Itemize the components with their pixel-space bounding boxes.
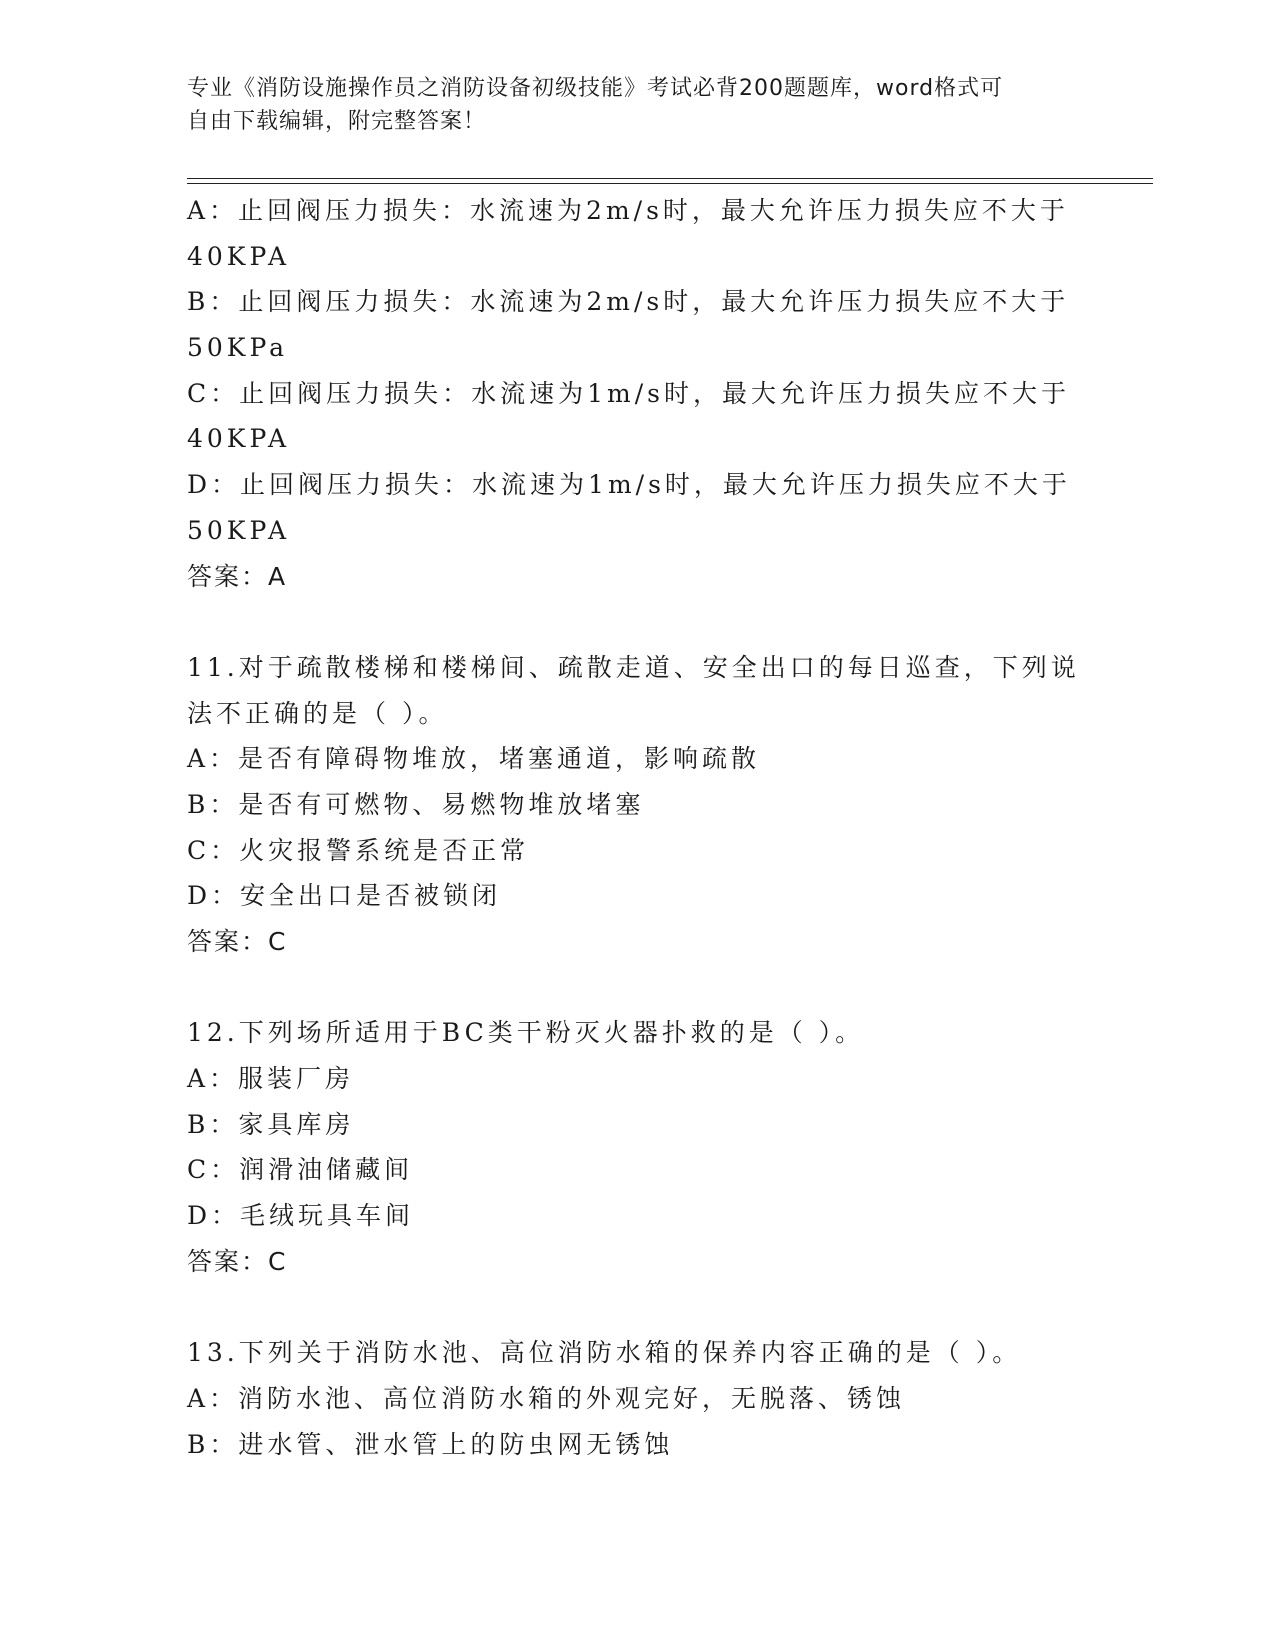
option-c-line-1: C：止回阀压力损失：水流速为1m/s时，最大允许压力损失应不大于 [187,378,1070,408]
option-d-line-1: D：止回阀压力损失：水流速为1m/s时，最大允许压力损失应不大于 [187,470,1071,500]
option-d: D：安全出口是否被锁闭 [187,881,502,911]
option-c: C：火灾报警系统是否正常 [187,835,530,865]
document-header [187,72,1087,138]
question-text-line-1: 13.下列关于消防水池、高位消防水箱的保养内容正确的是（ ）。 [187,1338,1022,1368]
option-a-line-2: 40KPA [187,241,291,271]
spacer [187,965,1087,1011]
question-text-line-1: 11.对于疏散楼梯和楼梯间、疏散走道、安全出口的每日巡查，下列说 [187,652,1080,682]
header-divider-bottom [187,183,1153,184]
answer: 答案：C [187,1246,288,1276]
option-c: C：润滑油储藏间 [187,1155,414,1185]
spacer [187,1285,1087,1331]
option-b: B：家具库房 [187,1109,355,1139]
option-a-line-1: A：止回阀压力损失：水流速为2m/s时，最大允许压力损失应不大于 [187,196,1069,225]
question-text-line-2: 法不正确的是（ ）。 [187,698,448,728]
option-d: D：毛绒玩具车间 [187,1201,415,1231]
option-b-line-1: B：止回阀压力损失：水流速为2m/s时，最大允许压力损失应不大于 [187,287,1070,317]
question-block-12 [187,1010,1087,1284]
option-a: A：消防水池、高位消防水箱的外观完好，无脱落、锈蚀 [187,1383,906,1413]
option-b: B：进水管、泄水管上的防虫网无锈蚀 [187,1429,674,1459]
answer: 答案：C [187,927,288,956]
answer: 答案：A [187,561,288,591]
option-a: A：是否有障碍物堆放，堵塞通道，影响疏散 [187,744,761,774]
header-line-1: 专业《消防设施操作员之消防设备初级技能》考试必背200题题库，word格式可 [187,76,1004,101]
question-block-13 [187,1330,1087,1467]
header-line-2: 自由下载编辑，附完整答案！ [187,109,487,134]
option-d-line-2: 50KPA [187,515,291,545]
question-block-11 [187,645,1087,965]
option-b-line-2: 50KPa [187,333,289,363]
question-content [187,188,1087,1467]
option-b: B：是否有可燃物、易燃物堆放堵塞 [187,789,645,819]
spacer [187,599,1087,645]
question-block-10 [187,188,1087,599]
question-text-line-1: 12.下列场所适用于BC类干粉灭火器扑救的是（ ）。 [187,1018,865,1048]
option-a: A：服装厂房 [187,1064,355,1094]
option-c-line-2: 40KPA [187,424,291,454]
header-divider-top [187,178,1153,179]
